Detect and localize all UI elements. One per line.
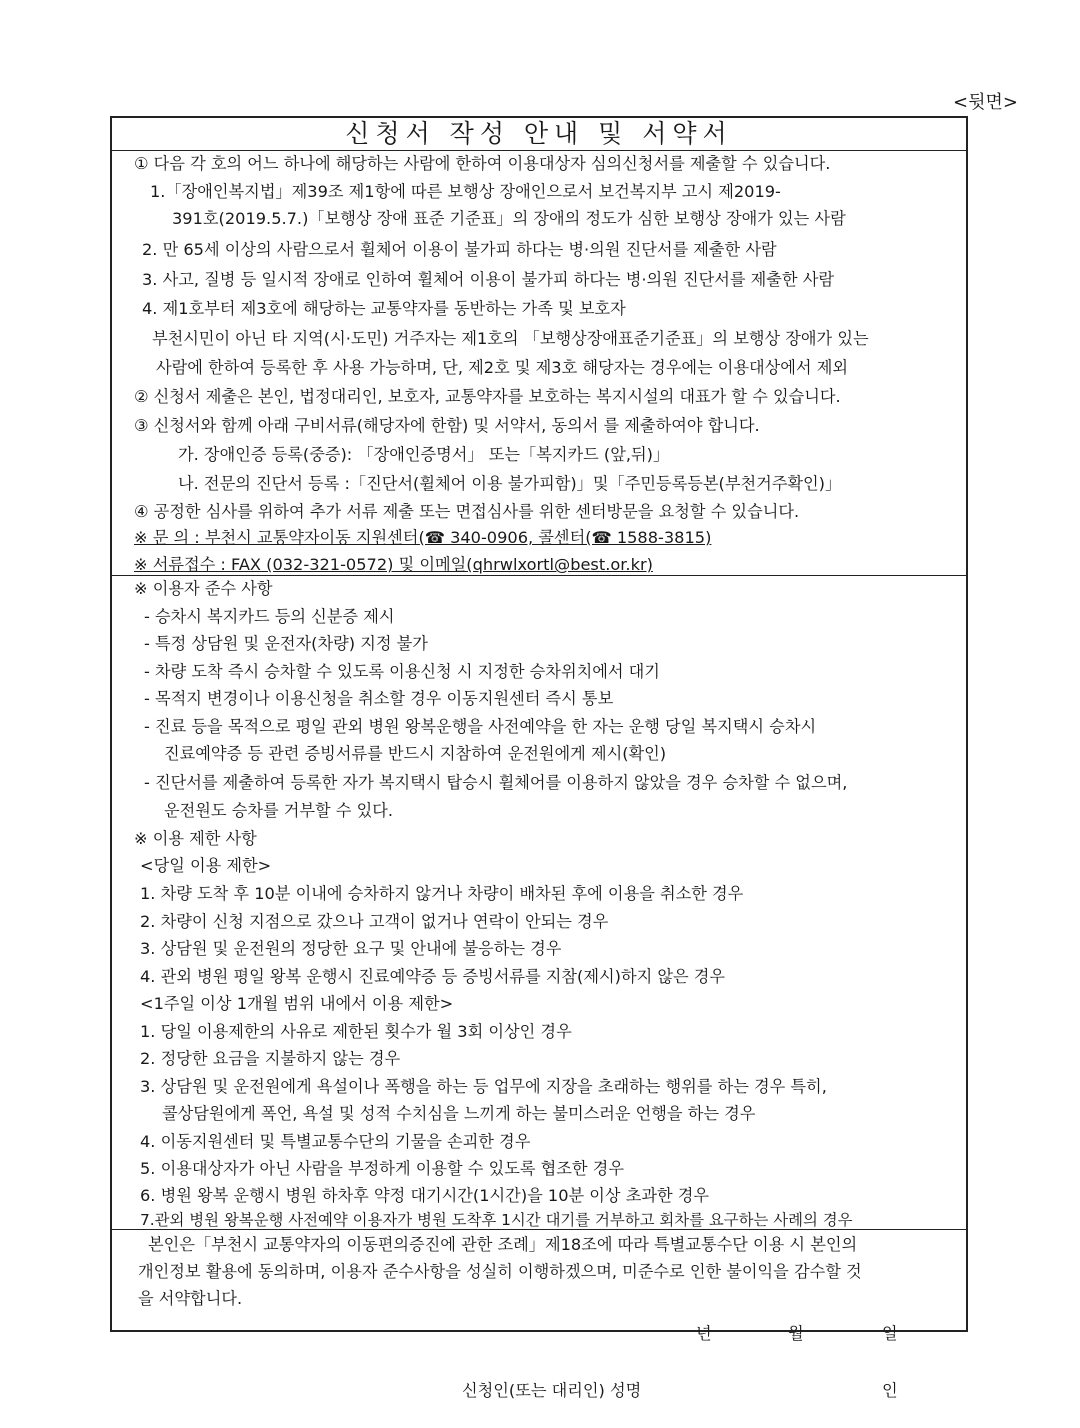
guide-point-2: ② 신청서 제출은 본인, 법정대리인, 보호자, 교통약자를 보호하는 복지시설의 대표가 할 수 있습니다. [134,387,841,406]
contact-info: ※ 문 의 : 부천시 교통약자이동 지원센터(☎ 340-0906, 콜센터(☎ 1588-3815) [134,528,712,547]
receipt-info: ※ 서류접수 : FAX (032-321-0572) 및 이메일(qhrwlxortl@best.or.kr) [134,555,653,574]
limit-heading: ※ 이용 제한 사항 [134,829,257,848]
application-guide-section [112,151,966,576]
rules-heading: ※ 이용자 준수 사항 [134,579,273,598]
guide-note-b: 사람에 한하여 등록한 후 사용 가능하며, 단, 제2호 및 제3호 해당자는 경우에는 이용대상에서 제외 [156,358,848,377]
document-title: 신청서 작성 안내 및 서약서 [112,118,966,151]
pledge-line-3: 을 서약합니다. [138,1289,243,1308]
pledge-line-1: 본인은「부천시 교통약자의 이동편의증진에 관한 조례」제18조에 따라 특별교통수단 이용 시 본인의 [148,1235,858,1254]
limit-item: 3. 상담원 및 운전원의 정당한 요구 및 안내에 불응하는 경우 [140,939,562,958]
limit-item: 1. 당일 이용제한의 사유로 제한된 횟수가 월 3회 이상인 경우 [140,1022,572,1041]
guide-item-4: 4. 제1호부터 제3호에 해당하는 교통약자를 동반하는 가족 및 보호자 [142,299,626,318]
rule-item: - 진료 등을 목적으로 평일 관외 병원 왕복운행을 사전예약을 한 자는 운행 당일 복지택시 승차시 [144,717,817,736]
limit-item: 4. 이동지원센터 및 특별교통수단의 기물을 손괴한 경우 [140,1132,531,1151]
limit-item: 3. 상담원 및 운전원에게 욕설이나 폭행을 하는 등 업무에 지장을 초래하는 행위를 하는 경우 특히, [140,1077,827,1096]
guide-item-1a: 1.「장애인복지법」제39조 제1항에 따른 보행상 장애인으로서 보건복지부 고시 제2019- [150,182,781,201]
guide-point-3: ③ 신청서와 함께 아래 구비서류(해당자에 한함) 및 서약서, 동의서 를 제출하여야 합니다. [134,416,760,435]
pledge-section [112,1230,966,1400]
same-day-limit-heading: <당일 이용 제한> [140,856,272,875]
rule-item: - 차량 도착 즉시 승차할 수 있도록 이용신청 시 지정한 승차위치에서 대기 [144,662,660,681]
guide-doc-b: 나. 전문의 진단서 등록 :「진단서(휠체어 이용 불가피함)」및「주민등록등본(부천거주확인)」 [178,474,842,493]
limit-item: 7.관외 병원 왕복운행 사전예약 이용자가 병원 도착후 1시간 대기를 거부하고 회차를 요구하는 사례의 경우 [140,1211,853,1229]
applicant-name-label: 신청인(또는 대리인) 성명 [462,1381,642,1400]
rule-item-continued: 운전원도 승차를 거부할 수 있다. [164,801,394,820]
seal-label: 인 [882,1381,898,1400]
guide-item-3: 3. 사고, 질병 등 일시적 장애로 인하여 휠체어 이용이 불가피 하다는 병·의원 진단서를 제출한 사람 [142,270,834,289]
limit-item: 1. 차량 도착 후 10분 이내에 승차하지 않거나 차량이 배차된 후에 이용을 취소한 경우 [140,884,744,903]
guide-item-1b: 391호(2019.5.7.)「보행상 장애 표준 기준표」의 장애의 정도가 심한 보행상 장애가 있는 사람 [172,209,846,228]
guide-note-a: 부천시민이 아닌 타 지역(시·도민) 거주자는 제1호의 「보행상장애표준기준표」의 보행상 장애가 있는 [152,329,869,348]
rule-item: - 목적지 변경이나 이용신청을 취소할 경우 이동지원센터 즉시 통보 [144,689,614,708]
date-day-label: 일 [882,1324,898,1343]
rule-item-continued: 진료예약증 등 관련 증빙서류를 반드시 지참하여 운전원에게 제시(확인) [164,744,667,763]
limit-item: 2. 정당한 요금을 지불하지 않는 경우 [140,1049,401,1068]
rule-item: - 특정 상담원 및 운전자(차량) 지정 불가 [144,634,428,653]
page-side-label: <뒷면> [953,92,1018,113]
period-limit-heading: <1주일 이상 1개월 범위 내에서 이용 제한> [140,994,454,1013]
limit-item: 5. 이용대상자가 아닌 사람을 부정하게 이용할 수 있도록 협조한 경우 [140,1159,624,1178]
rule-item: - 진단서를 제출하여 등록한 자가 복지택시 탑승시 휠체어를 이용하지 않았을 경우 승차할 수 없으며, [144,773,848,792]
pledge-line-2: 개인정보 활용에 동의하며, 이용자 준수사항을 성실히 이행하겠으며, 미준수로 인한 불이익을 감수할 것 [138,1262,862,1281]
limit-item: 6. 병원 왕복 운행시 병원 하차후 약정 대기시간(1시간)을 10분 이상 초과한 경우 [140,1186,710,1205]
document-frame [110,116,968,1400]
rule-item: - 승차시 복지카드 등의 신분증 제시 [144,607,395,626]
date-year-label: 년 [696,1324,712,1343]
guide-point-4: ④ 공정한 심사를 위하여 추가 서류 제출 또는 면접심사를 위한 센터방문을 요청할 수 있습니다. [134,502,800,521]
limit-item: 4. 관외 병원 평일 왕복 운행시 진료예약증 등 증빙서류를 지참(제시)하지 않은 경우 [140,967,726,986]
guide-doc-a: 가. 장애인증 등록(중증): 「장애인증명서」 또는「복지카드 (앞,뒤)」 [178,445,670,464]
limit-item-continued: 콜상담원에게 폭언, 욕설 및 성적 수치심을 느끼게 하는 불미스러운 언행을 하는 경우 [162,1104,756,1123]
date-month-label: 월 [788,1324,804,1343]
user-rules-section [112,576,966,1230]
guide-item-2: 2. 만 65세 이상의 사람으로서 휠체어 이용이 불가피 하다는 병·의원 진단서를 제출한 사람 [142,240,777,259]
guide-intro: ① 다음 각 호의 어느 하나에 해당하는 사람에 한하여 이용대상자 심의신청서를 제출할 수 있습니다. [134,154,831,173]
limit-item: 2. 차량이 신청 지점으로 갔으나 고객이 없거나 연락이 안되는 경우 [140,912,609,931]
